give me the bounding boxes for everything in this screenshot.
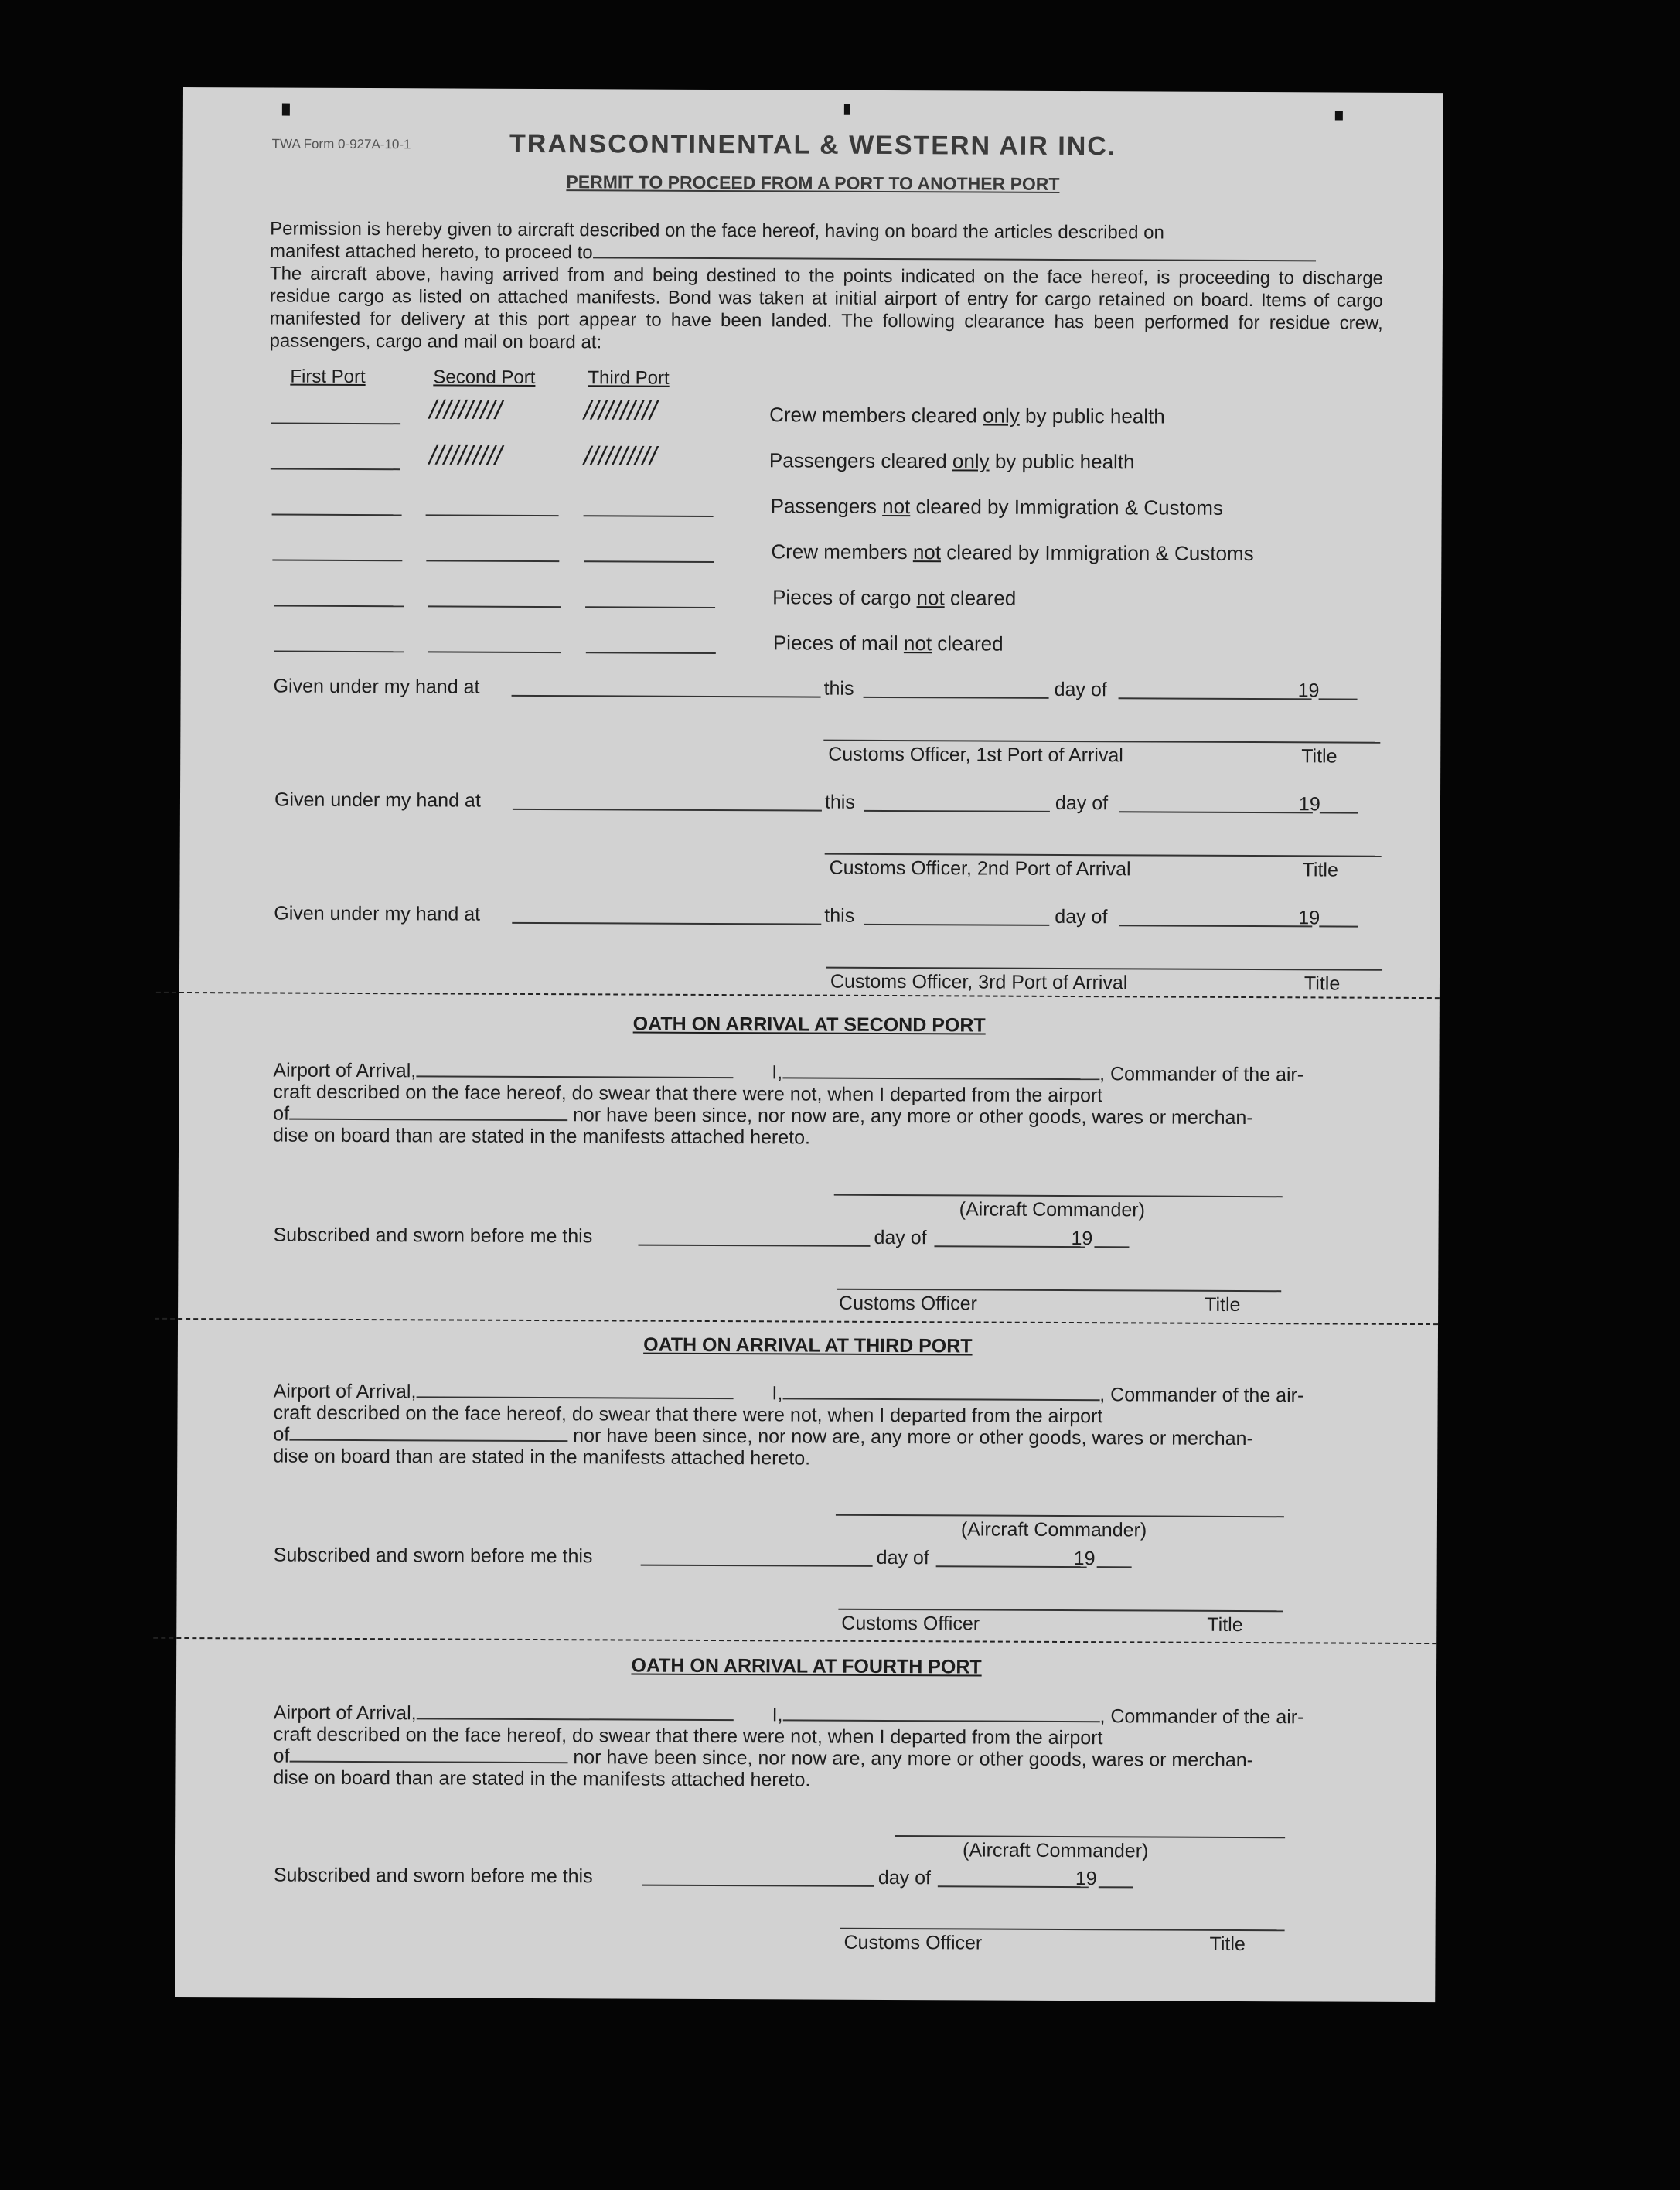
second-port-crew-immigration[interactable] (426, 538, 559, 562)
sworn-day-4[interactable] (642, 1885, 874, 1887)
given-year-2[interactable] (1320, 812, 1358, 813)
given-year-3[interactable] (1319, 925, 1358, 927)
year-label: 19 (1075, 1868, 1097, 1890)
officer-3-caption: Customs Officer, 3rd Port of Arrival (830, 970, 1128, 994)
given-month-1[interactable] (1119, 697, 1312, 700)
row-crew-health: Crew members cleared only by public health (769, 403, 1165, 428)
commander-signature-3[interactable] (836, 1514, 1284, 1518)
section-divider (153, 1637, 1436, 1644)
departure-airport-3[interactable] (289, 1424, 567, 1442)
row-mail: Pieces of mail not cleared (772, 631, 1004, 656)
third-port-passengers-immigration[interactable] (584, 493, 714, 517)
first-port-passengers-immigration[interactable] (272, 492, 402, 516)
row-cargo: Pieces of cargo not cleared (772, 585, 1017, 610)
airport-of-arrival-2[interactable] (416, 1060, 733, 1078)
second-port-struck: ////////// (429, 395, 503, 425)
sworn-month-3[interactable] (936, 1565, 1087, 1568)
section-divider (155, 1318, 1438, 1325)
column-second-port: Second Port (433, 366, 536, 388)
sworn-day-3[interactable] (641, 1565, 873, 1567)
commander-signature-4[interactable] (895, 1835, 1285, 1838)
third-port-mail[interactable] (586, 630, 716, 654)
given-place-3[interactable] (512, 922, 821, 925)
sworn-year-3[interactable] (1097, 1566, 1132, 1568)
given-under-hand-label: Given under my hand at (273, 675, 480, 698)
title-label: Title (1302, 859, 1338, 881)
row-passengers-immigration: Passengers not cleared by Immigration & Customs (770, 494, 1223, 519)
given-place-1[interactable] (512, 695, 821, 698)
second-port-passengers-immigration[interactable] (426, 492, 559, 516)
year-label: 19 (1297, 679, 1320, 702)
intro-line-1: Permission is hereby given to aircraft described on the face hereof, having on board the articles described on (270, 218, 1164, 244)
oath-second-port-text: Airport of Arrival, I, , Commander of the air- craft described on the face hereof, do swear that there were not, when I departed from the airport of nor have been since, nor now are, any more or other goods, wares or merchan- dise on board than are stated in the manifests attached hereto. (273, 1059, 1304, 1149)
sworn-year-2[interactable] (1094, 1246, 1129, 1248)
given-year-1[interactable] (1319, 698, 1358, 700)
customs-officer-label: Customs Officer (839, 1292, 977, 1315)
officer-1-caption: Customs Officer, 1st Port of Arrival (828, 743, 1123, 767)
this-label: this (823, 677, 854, 700)
first-port-passengers-health[interactable] (271, 446, 400, 470)
form-page (175, 87, 1443, 2002)
oath-second-port-title: OATH ON ARRIVAL AT SECOND PORT (632, 1013, 986, 1037)
title-label: Title (1207, 1613, 1243, 1636)
second-port-cargo[interactable] (428, 584, 561, 608)
intro-text (270, 217, 1384, 356)
intro-paragraph: The aircraft above, having arrived from and being destined to the points indicated on the face hereof, is proceeding to discharge residue cargo as listed on attached manifests. Bond was taken at initial airport of entry for cargo retained on board. Items of cargo manifested for delivery at this port appear to have been landed. The following clearance has been performed for residue crew, passengers, cargo and mail on board at: (269, 263, 1383, 353)
row-crew-immigration: Crew members not cleared by Immigration & Customs (771, 540, 1254, 566)
subscribed-label: Subscribed and sworn before me this (273, 1544, 593, 1568)
third-port-struck: ////////// (584, 396, 657, 426)
year-label: 19 (1071, 1228, 1093, 1250)
given-day-3[interactable] (864, 924, 1049, 926)
day-of-label: day of (1054, 678, 1107, 701)
first-port-mail[interactable] (274, 629, 404, 653)
day-of-label: day of (877, 1866, 932, 1889)
commander-signature-2[interactable] (834, 1194, 1283, 1198)
title-label: Title (1205, 1293, 1241, 1316)
commander-name-2[interactable] (782, 1061, 1099, 1080)
given-day-2[interactable] (864, 810, 1050, 812)
subscribed-label: Subscribed and sworn before me this (273, 1224, 593, 1248)
aircraft-commander-label: (Aircraft Commander) (962, 1839, 1149, 1862)
oath-third-port-title: OATH ON ARRIVAL AT THIRD PORT (643, 1333, 973, 1357)
customs-officer-label: Customs Officer (841, 1612, 980, 1635)
sworn-month-2[interactable] (934, 1245, 1085, 1248)
day-of-label: day of (876, 1546, 929, 1569)
oath-third-port-text: Airport of Arrival, I, , Commander of the air- craft described on the face hereof, do swear that there were not, when I departed from the airport of nor have been since, nor now are, any more or other goods, wares or merchan- dise on board than are stated in the manifests attached hereto. (273, 1380, 1304, 1470)
given-day-1[interactable] (864, 697, 1049, 699)
officer-signature-1[interactable] (823, 740, 1380, 744)
officer-signature-2[interactable] (825, 853, 1382, 857)
first-port-crew-immigration[interactable] (272, 538, 402, 562)
column-third-port: Third Port (588, 367, 670, 389)
commander-name-4[interactable] (782, 1704, 1099, 1722)
day-of-label: day of (1055, 792, 1109, 815)
given-month-3[interactable] (1119, 925, 1312, 927)
day-of-label: day of (1055, 905, 1108, 928)
given-under-hand-label: Given under my hand at (274, 788, 481, 812)
title-label: Title (1301, 745, 1338, 768)
aircraft-commander-label: (Aircraft Commander) (960, 1518, 1147, 1541)
form-number: TWA Form 0-927A-10-1 (271, 136, 411, 152)
permit-title: PERMIT TO PROCEED FROM A PORT TO ANOTHER PORT (566, 172, 1060, 194)
subscribed-label: Subscribed and sworn before me this (273, 1864, 593, 1888)
customs-signature-2[interactable] (837, 1289, 1281, 1293)
officer-2-caption: Customs Officer, 2nd Port of Arrival (829, 857, 1131, 880)
departure-airport-2[interactable] (289, 1103, 567, 1122)
sworn-year-4[interactable] (1099, 1886, 1133, 1888)
airport-of-arrival-3[interactable] (416, 1381, 733, 1399)
this-label: this (824, 904, 855, 927)
third-port-cargo[interactable] (585, 584, 715, 608)
year-label: 19 (1298, 907, 1320, 929)
first-port-cargo[interactable] (274, 584, 404, 608)
customs-signature-3[interactable] (838, 1609, 1283, 1613)
given-month-2[interactable] (1119, 811, 1313, 813)
section-divider (156, 992, 1440, 999)
customs-officer-label: Customs Officer (843, 1931, 983, 1954)
oath-fourth-port-title: OATH ON ARRIVAL AT FOURTH PORT (631, 1654, 982, 1678)
sworn-day-2[interactable] (638, 1245, 870, 1247)
customs-signature-4[interactable] (840, 1928, 1285, 1932)
airport-of-arrival-4[interactable] (417, 1702, 734, 1721)
given-under-hand-label: Given under my hand at (274, 902, 481, 925)
third-port-crew-immigration[interactable] (584, 539, 714, 563)
title-label: Title (1303, 972, 1341, 995)
aircraft-commander-label: (Aircraft Commander) (959, 1198, 1146, 1221)
this-label: this (824, 791, 855, 813)
commander-name-3[interactable] (782, 1382, 1099, 1401)
intro-line-2: manifest attached hereto, to proceed to (270, 240, 593, 264)
first-port-crew-health[interactable] (271, 400, 400, 424)
oath-fourth-port-text: Airport of Arrival, I, , Commander of the air- craft described on the face hereof, do swear that there were not, when I departed from the airport of nor have been since, nor now are, any more or other goods, wares or merchan- dise on board than are stated in the manifests attached hereto. (273, 1701, 1304, 1791)
third-port-struck: ////////// (583, 441, 657, 472)
destination-blank[interactable] (593, 241, 1316, 261)
title-label: Title (1209, 1933, 1246, 1956)
departure-airport-4[interactable] (289, 1746, 567, 1764)
sworn-month-4[interactable] (938, 1885, 1089, 1888)
column-first-port: First Port (290, 366, 366, 388)
year-label: 19 (1073, 1548, 1096, 1570)
day-of-label: day of (874, 1226, 927, 1249)
second-port-mail[interactable] (428, 629, 561, 653)
company-name: TRANSCONTINENTAL & WESTERN AIR INC. (509, 128, 1117, 162)
officer-signature-3[interactable] (826, 967, 1382, 971)
given-place-2[interactable] (513, 809, 822, 812)
year-label: 19 (1298, 793, 1320, 816)
second-port-struck: ////////// (428, 441, 503, 471)
row-passengers-health: Passengers cleared only by public health (768, 448, 1135, 474)
